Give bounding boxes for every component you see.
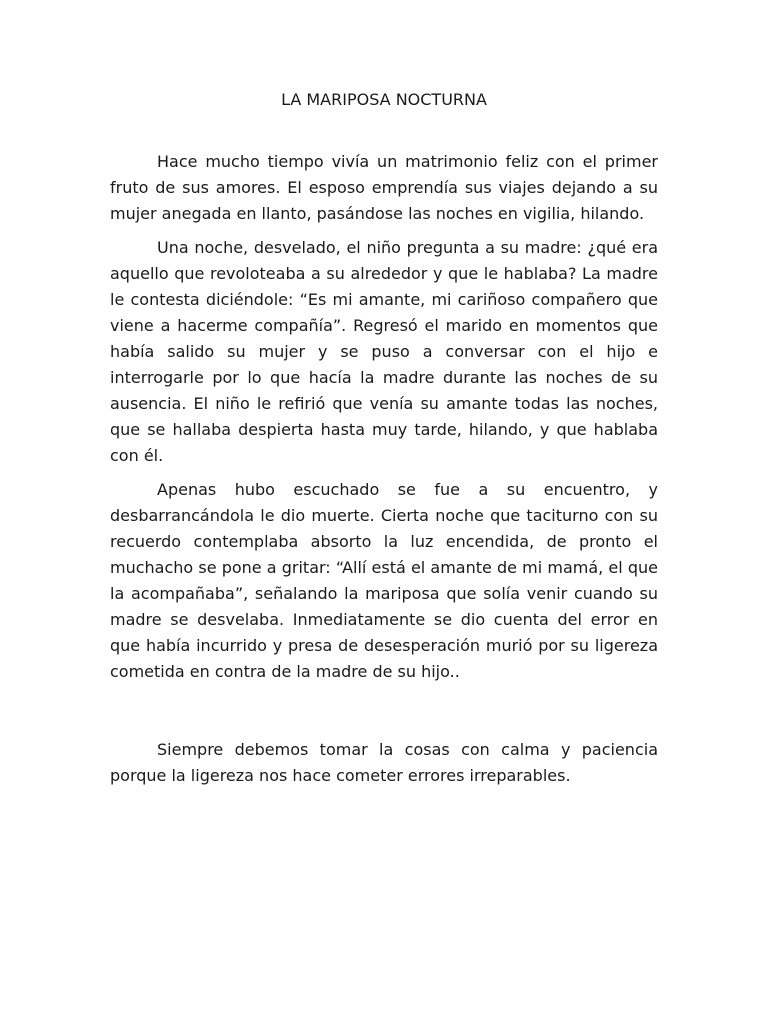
- document-title: LA MARIPOSA NOCTURNA: [281, 90, 487, 109]
- moral-paragraph: Siempre debemos tomar la cosas con calma y paciencia porque la ligereza nos hace cometer errores irreparables.: [110, 740, 658, 785]
- document-body: [110, 87, 658, 797]
- paragraph-2: Una noche, desvelado, el niño pregunta a su madre: ¿qué era aquello que revoloteaba a su alrededor y que le hablaba? La madre le contesta diciéndole: “Es mi amante, mi cariñoso compañero que viene a hacerme compañía”. Regresó el marido en momentos que había salido su mujer y se puso a conversar con el hijo e interrogarle por lo que hacía la madre durante las noches de su ausencia. El niño le refirió que venía su amante todas las noches, que se hallaba despierta hasta muy tarde, hilando, y que hablaba con él.: [110, 238, 658, 465]
- paragraph-1: Hace mucho tiempo vivía un matrimonio feliz con el primer fruto de sus amores. El esposo emprendía sus viajes dejando a su mujer anegada en llanto, pasándose las noches en vigilia, hilando.: [110, 152, 658, 223]
- paragraph-3: Apenas hubo escuchado se fue a su encuentro, y desbarrancándola le dio muerte. Cierta noche que taciturno con su recuerdo contemplaba absorto la luz encendida, de pronto el muchacho se pone a gritar: “Allí está el amante de mi mamá, el que la acompañaba”, señalando la mariposa que solía venir cuando su madre se desvelaba. Inmediatamente se dio cuenta del error en que había incurrido y presa de desesperación murió por su ligereza cometida en contra de la madre de su hijo..: [110, 480, 658, 681]
